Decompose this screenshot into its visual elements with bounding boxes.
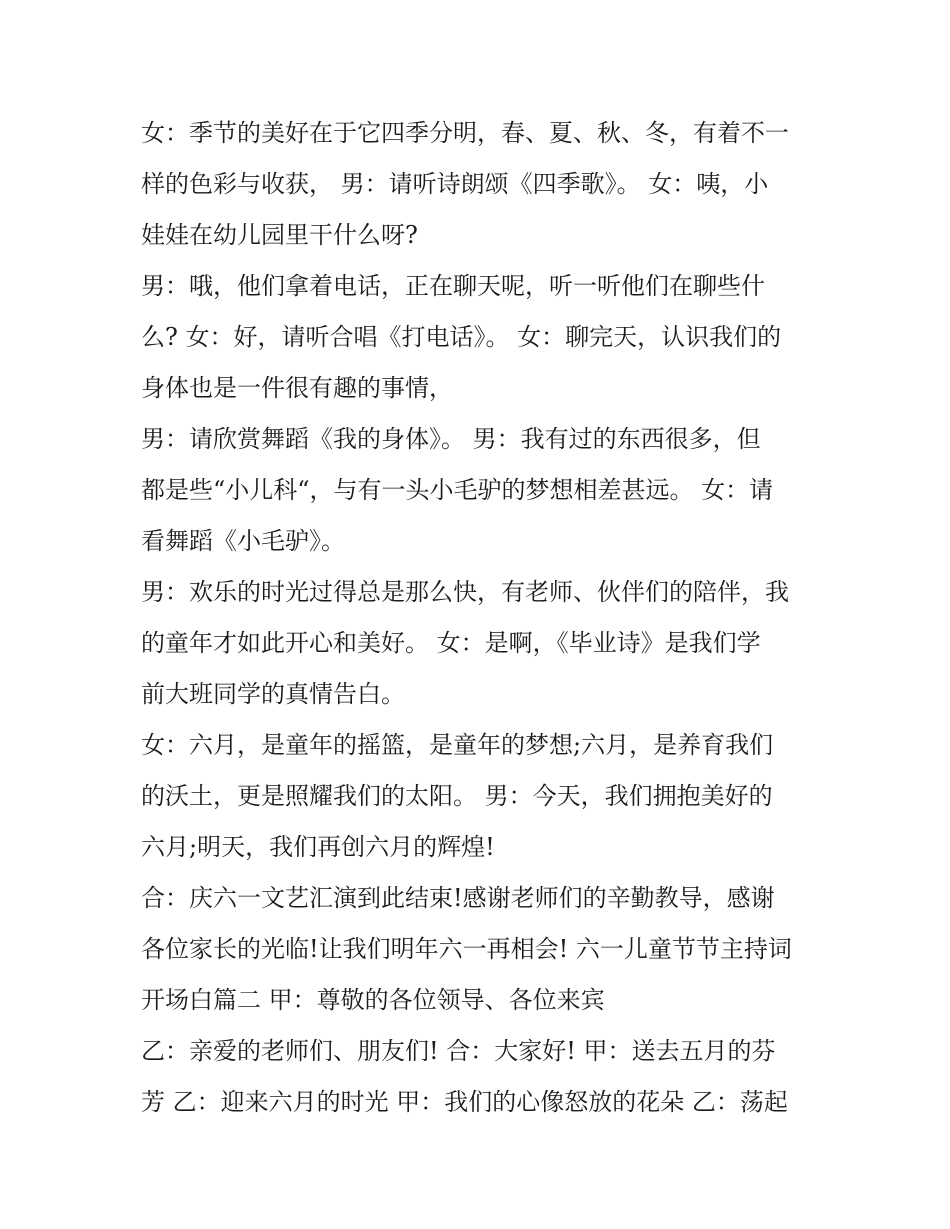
- text-line: 么? 女：好，请听合唱《打电话》。 女：聊完天，认识我们的: [141, 323, 782, 351]
- text-line: 身体也是一件很有趣的事情，: [141, 374, 453, 402]
- text-line: 娃娃在幼儿园里干什么呀?: [141, 221, 418, 249]
- text-line: 芳 乙：迎来六月的时光 甲：我们的心像怒放的花朵 乙：荡起: [141, 1088, 788, 1116]
- text-line: 样的色彩与收获， 男：请听诗朗颂《四季歌》。 女：咦，小: [141, 170, 769, 198]
- text-line: 乙：亲爱的老师们、朋友们! 合：大家好! 甲：送去五月的芬: [141, 1037, 776, 1065]
- text-line: 男：欢乐的时光过得总是那么快，有老师、伙伴们的陪伴，我: [141, 578, 789, 606]
- text-line: 女：季节的美好在于它四季分明，春、夏、秋、冬，有着不一: [141, 119, 789, 147]
- text-line: 六月;明天，我们再创六月的辉煌!: [141, 833, 495, 861]
- text-line: 男：哦，他们拿着电话，正在聊天呢，听一听他们在聊些什: [141, 272, 765, 300]
- text-line: 合：庆六一文艺汇演到此结束!感谢老师们的辛勤教导，感谢: [141, 884, 775, 912]
- text-line: 看舞蹈《小毛驴》。: [141, 527, 345, 555]
- text-line: 开场白篇二 甲：尊敬的各位领导、各位来宾: [141, 986, 605, 1014]
- text-line: 男：请欣赏舞蹈《我的身体》。 男：我有过的东西很多，但: [141, 425, 761, 453]
- document-text: [141, 108, 821, 1128]
- text-line: 前大班同学的真情告白。: [141, 680, 405, 708]
- text-line: 都是些“小儿科“，与有一头小毛驴的梦想相差甚远。 女：请: [141, 476, 774, 504]
- text-line: 女：六月，是童年的摇篮，是童年的梦想;六月，是养育我们: [141, 731, 774, 759]
- text-line: 的童年才如此开心和美好。 女：是啊，《毕业诗》是我们学: [141, 629, 761, 657]
- text-line: 各位家长的光临!让我们明年六一再相会! 六一儿童节节主持词: [141, 935, 792, 963]
- text-line: 的沃土，更是照耀我们的太阳。 男：今天，我们拥抱美好的: [141, 782, 773, 810]
